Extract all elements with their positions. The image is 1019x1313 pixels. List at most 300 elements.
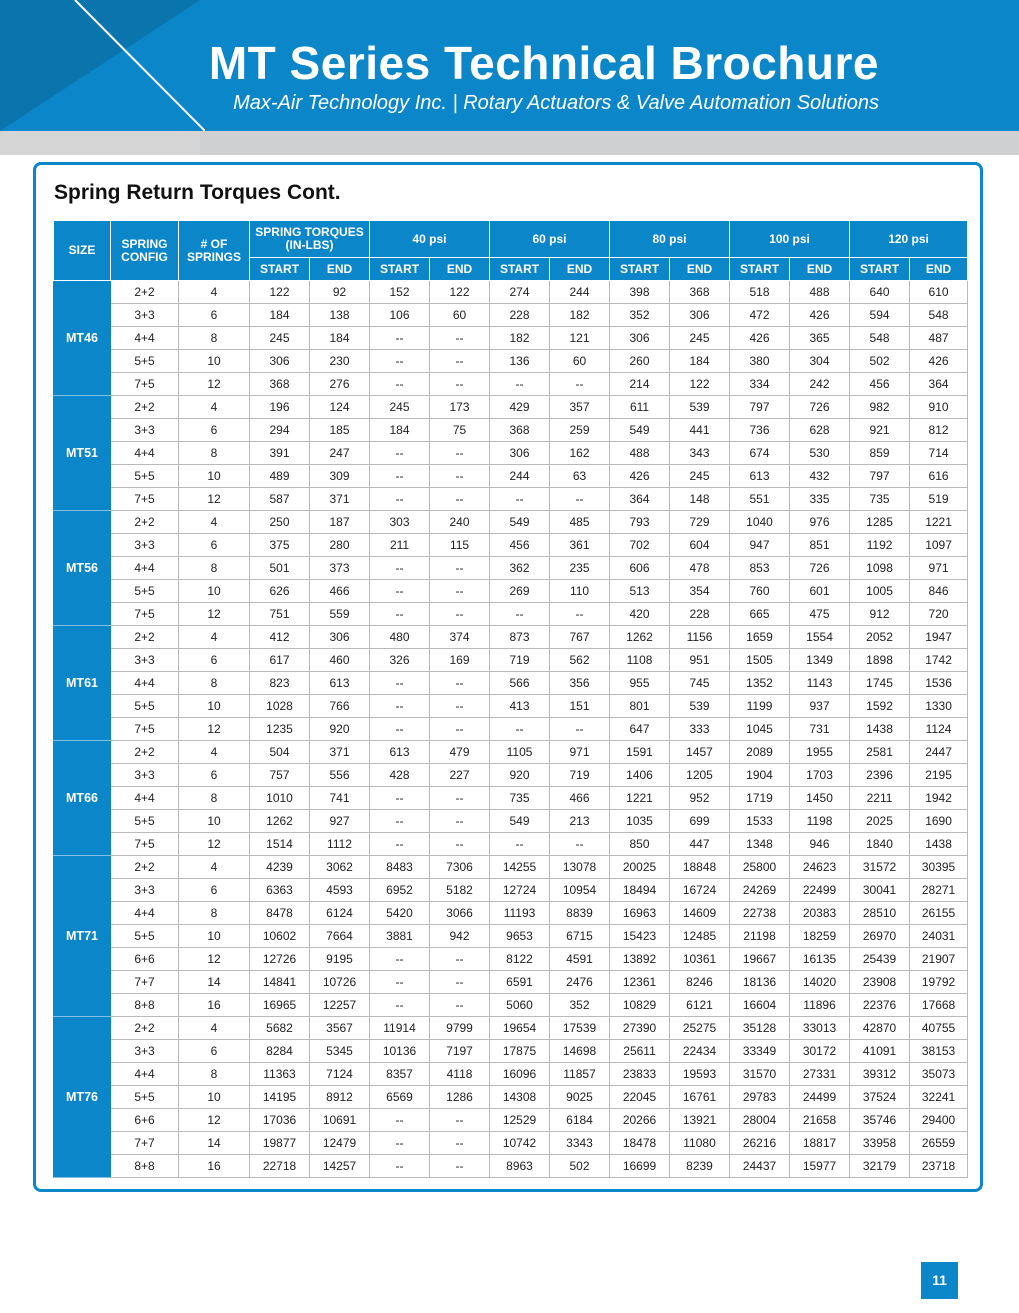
- table-cell: 4+4: [111, 787, 179, 810]
- table-cell: 910: [910, 396, 968, 419]
- table-cell: 594: [850, 304, 910, 327]
- table-cell: 604: [670, 534, 730, 557]
- table-cell: 12: [179, 1109, 250, 1132]
- header-120psi: 120 psi: [850, 221, 968, 258]
- table-row: [54, 465, 968, 488]
- table-cell: 617: [250, 649, 310, 672]
- table-cell: --: [490, 488, 550, 511]
- table-cell: 184: [370, 419, 430, 442]
- table-cell: 92: [310, 281, 370, 304]
- table-cell: 306: [250, 350, 310, 373]
- table-cell: 1352: [730, 672, 790, 695]
- table-cell: --: [430, 1155, 490, 1178]
- table-cell: 1591: [610, 741, 670, 764]
- table-cell: 60: [430, 304, 490, 327]
- table-cell: 169: [430, 649, 490, 672]
- table-cell: 151: [550, 695, 610, 718]
- table-cell: 8: [179, 787, 250, 810]
- table-cell: 793: [610, 511, 670, 534]
- table-cell: --: [370, 810, 430, 833]
- table-cell: 1533: [730, 810, 790, 833]
- table-cell: 121: [550, 327, 610, 350]
- table-row: [54, 856, 968, 879]
- table-cell: 2195: [910, 764, 968, 787]
- brochure-title: MT Series Technical Brochure: [208, 37, 879, 89]
- table-cell: 12485: [670, 925, 730, 948]
- table-row: [54, 695, 968, 718]
- table-cell: --: [370, 672, 430, 695]
- table-cell: 8246: [670, 971, 730, 994]
- table-cell: 8: [179, 327, 250, 350]
- table-cell: 1108: [610, 649, 670, 672]
- table-cell: 441: [670, 419, 730, 442]
- header-end: END: [310, 258, 370, 281]
- table-cell: 6+6: [111, 948, 179, 971]
- table-cell: --: [430, 1132, 490, 1155]
- table-row: [54, 350, 968, 373]
- table-cell: 3343: [550, 1132, 610, 1155]
- table-cell: 1262: [250, 810, 310, 833]
- table-cell: 17036: [250, 1109, 310, 1132]
- table-cell: 19792: [910, 971, 968, 994]
- table-cell: 556: [310, 764, 370, 787]
- table-cell: 16: [179, 994, 250, 1017]
- table-cell: 412: [250, 626, 310, 649]
- table-cell: 946: [790, 833, 850, 856]
- table-cell: 9799: [430, 1017, 490, 1040]
- size-cell: MT71: [54, 856, 111, 1017]
- table-cell: 5+5: [111, 350, 179, 373]
- table-cell: 24437: [730, 1155, 790, 1178]
- table-cell: 4: [179, 626, 250, 649]
- table-cell: 7+5: [111, 488, 179, 511]
- table-cell: 606: [610, 557, 670, 580]
- table-cell: 1947: [910, 626, 968, 649]
- table-cell: 2+2: [111, 741, 179, 764]
- table-cell: 10954: [550, 879, 610, 902]
- table-cell: 303: [370, 511, 430, 534]
- table-row: [54, 442, 968, 465]
- table-cell: 14308: [490, 1086, 550, 1109]
- header-size: SIZE: [54, 221, 111, 281]
- table-row: [54, 534, 968, 557]
- table-cell: 19593: [670, 1063, 730, 1086]
- table-cell: 1221: [610, 787, 670, 810]
- table-cell: 3567: [310, 1017, 370, 1040]
- table-cell: 1690: [910, 810, 968, 833]
- table-cell: 31570: [730, 1063, 790, 1086]
- table-cell: 10726: [310, 971, 370, 994]
- table-row: [54, 948, 968, 971]
- table-cell: 942: [430, 925, 490, 948]
- table-cell: 10829: [610, 994, 670, 1017]
- table-row: [54, 304, 968, 327]
- table-cell: 850: [610, 833, 670, 856]
- table-cell: 519: [910, 488, 968, 511]
- size-cell: MT76: [54, 1017, 111, 1178]
- table-cell: 801: [610, 695, 670, 718]
- table-cell: --: [430, 787, 490, 810]
- table-cell: 613: [730, 465, 790, 488]
- table-cell: 244: [550, 281, 610, 304]
- table-cell: 1112: [310, 833, 370, 856]
- table-cell: 447: [670, 833, 730, 856]
- table-cell: 6: [179, 304, 250, 327]
- table-row: [54, 396, 968, 419]
- header-spring-torques: SPRING TORQUES (IN-LBS): [250, 221, 370, 258]
- table-cell: 276: [310, 373, 370, 396]
- table-cell: 937: [790, 695, 850, 718]
- table-cell: 25800: [730, 856, 790, 879]
- table-cell: --: [550, 718, 610, 741]
- table-cell: --: [430, 672, 490, 695]
- table-cell: 368: [250, 373, 310, 396]
- table-cell: 37524: [850, 1086, 910, 1109]
- table-cell: --: [370, 1109, 430, 1132]
- table-cell: 18136: [730, 971, 790, 994]
- table-cell: 13921: [670, 1109, 730, 1132]
- table-cell: 429: [490, 396, 550, 419]
- table-cell: 2+2: [111, 856, 179, 879]
- table-cell: 5+5: [111, 1086, 179, 1109]
- table-cell: 368: [670, 281, 730, 304]
- table-cell: 343: [670, 442, 730, 465]
- table-cell: --: [370, 1132, 430, 1155]
- table-cell: 853: [730, 557, 790, 580]
- table-cell: 14698: [550, 1040, 610, 1063]
- table-cell: 10: [179, 580, 250, 603]
- table-cell: 380: [730, 350, 790, 373]
- size-cell: MT56: [54, 511, 111, 626]
- table-cell: 10: [179, 695, 250, 718]
- table-cell: 18478: [610, 1132, 670, 1155]
- table-cell: 12: [179, 603, 250, 626]
- table-cell: 6+6: [111, 1109, 179, 1132]
- table-cell: 294: [250, 419, 310, 442]
- table-cell: 8: [179, 672, 250, 695]
- table-cell: 539: [670, 695, 730, 718]
- table-cell: 551: [730, 488, 790, 511]
- table-row: [54, 833, 968, 856]
- table-cell: 1703: [790, 764, 850, 787]
- table-cell: 736: [730, 419, 790, 442]
- table-cell: 16: [179, 1155, 250, 1178]
- table-cell: 613: [310, 672, 370, 695]
- table-cell: 487: [910, 327, 968, 350]
- table-cell: --: [550, 488, 610, 511]
- table-cell: 647: [610, 718, 670, 741]
- table-cell: 124: [310, 396, 370, 419]
- table-cell: 228: [670, 603, 730, 626]
- table-cell: 7306: [430, 856, 490, 879]
- table-cell: 1659: [730, 626, 790, 649]
- table-cell: 3881: [370, 925, 430, 948]
- table-cell: 549: [490, 511, 550, 534]
- table-cell: 211: [370, 534, 430, 557]
- table-row: [54, 994, 968, 1017]
- table-cell: 27331: [790, 1063, 850, 1086]
- brochure-subtitle: Max-Air Technology Inc. | Rotary Actuators & Valve Automation Solutions: [233, 92, 879, 114]
- table-row: [54, 649, 968, 672]
- table-cell: 35746: [850, 1109, 910, 1132]
- header-end: END: [910, 258, 968, 281]
- table-cell: 21658: [790, 1109, 850, 1132]
- content-panel: [33, 162, 983, 1192]
- table-cell: 4239: [250, 856, 310, 879]
- header-gray-band: [0, 131, 1019, 155]
- table-cell: --: [370, 465, 430, 488]
- table-cell: 726: [790, 396, 850, 419]
- table-cell: 63: [550, 465, 610, 488]
- table-cell: 371: [310, 488, 370, 511]
- table-cell: 6569: [370, 1086, 430, 1109]
- table-cell: 1955: [790, 741, 850, 764]
- table-cell: 14: [179, 971, 250, 994]
- table-cell: 726: [790, 557, 850, 580]
- table-cell: 10: [179, 810, 250, 833]
- table-cell: 1349: [790, 649, 850, 672]
- table-cell: 1554: [790, 626, 850, 649]
- header-start: START: [490, 258, 550, 281]
- table-cell: 626: [250, 580, 310, 603]
- table-cell: 2+2: [111, 626, 179, 649]
- table-cell: 1536: [910, 672, 968, 695]
- table-cell: --: [430, 373, 490, 396]
- table-cell: 10136: [370, 1040, 430, 1063]
- table-cell: 1040: [730, 511, 790, 534]
- table-cell: 33013: [790, 1017, 850, 1040]
- table-cell: 3+3: [111, 764, 179, 787]
- table-cell: --: [370, 994, 430, 1017]
- header-end: END: [670, 258, 730, 281]
- table-cell: 26970: [850, 925, 910, 948]
- table-cell: --: [370, 327, 430, 350]
- table-cell: 2089: [730, 741, 790, 764]
- table-cell: 5420: [370, 902, 430, 925]
- header-80psi: 80 psi: [610, 221, 730, 258]
- table-row: [54, 603, 968, 626]
- table-cell: 152: [370, 281, 430, 304]
- table-cell: 15423: [610, 925, 670, 948]
- table-cell: 60: [550, 350, 610, 373]
- table-cell: 228: [490, 304, 550, 327]
- table-cell: 213: [550, 810, 610, 833]
- table-cell: 245: [670, 327, 730, 350]
- table-cell: 19877: [250, 1132, 310, 1155]
- table-cell: 334: [730, 373, 790, 396]
- table-cell: 559: [310, 603, 370, 626]
- table-cell: --: [430, 833, 490, 856]
- table-cell: 1904: [730, 764, 790, 787]
- table-cell: 245: [250, 327, 310, 350]
- table-cell: 5+5: [111, 580, 179, 603]
- table-cell: 20025: [610, 856, 670, 879]
- table-row: [54, 971, 968, 994]
- table-cell: 846: [910, 580, 968, 603]
- table-cell: 2211: [850, 787, 910, 810]
- table-cell: 122: [430, 281, 490, 304]
- table-row: [54, 626, 968, 649]
- table-cell: 720: [910, 603, 968, 626]
- page-header: [0, 0, 1019, 131]
- table-cell: 7+5: [111, 833, 179, 856]
- table-cell: 518: [730, 281, 790, 304]
- table-cell: 3066: [430, 902, 490, 925]
- table-cell: 17539: [550, 1017, 610, 1040]
- table-cell: 426: [910, 350, 968, 373]
- table-cell: 187: [310, 511, 370, 534]
- table-cell: 18817: [790, 1132, 850, 1155]
- table-cell: 812: [910, 419, 968, 442]
- table-cell: --: [430, 1109, 490, 1132]
- table-cell: 3+3: [111, 1040, 179, 1063]
- table-cell: 10: [179, 1086, 250, 1109]
- table-cell: 951: [670, 649, 730, 672]
- table-cell: 413: [490, 695, 550, 718]
- table-cell: 357: [550, 396, 610, 419]
- table-cell: 1286: [430, 1086, 490, 1109]
- table-cell: 7+5: [111, 373, 179, 396]
- table-cell: 11193: [490, 902, 550, 925]
- table-cell: 373: [310, 557, 370, 580]
- table-cell: 1406: [610, 764, 670, 787]
- table-cell: 245: [670, 465, 730, 488]
- table-cell: 25611: [610, 1040, 670, 1063]
- table-cell: --: [370, 833, 430, 856]
- table-cell: 1143: [790, 672, 850, 695]
- table-cell: 14255: [490, 856, 550, 879]
- table-cell: 699: [670, 810, 730, 833]
- table-cell: 2025: [850, 810, 910, 833]
- table-cell: 247: [310, 442, 370, 465]
- table-cell: 420: [610, 603, 670, 626]
- table-cell: 16965: [250, 994, 310, 1017]
- table-cell: 17668: [910, 994, 968, 1017]
- header-100psi: 100 psi: [730, 221, 850, 258]
- table-cell: 21198: [730, 925, 790, 948]
- table-cell: 714: [910, 442, 968, 465]
- table-cell: 10: [179, 925, 250, 948]
- table-cell: 1719: [730, 787, 790, 810]
- table-cell: 1105: [490, 741, 550, 764]
- header-40psi: 40 psi: [370, 221, 490, 258]
- table-cell: 5682: [250, 1017, 310, 1040]
- table-cell: 24269: [730, 879, 790, 902]
- table-cell: 242: [790, 373, 850, 396]
- table-cell: 29783: [730, 1086, 790, 1109]
- table-cell: 17875: [490, 1040, 550, 1063]
- table-cell: 1514: [250, 833, 310, 856]
- table-cell: 138: [310, 304, 370, 327]
- table-cell: 148: [670, 488, 730, 511]
- table-cell: 184: [310, 327, 370, 350]
- table-cell: 2396: [850, 764, 910, 787]
- table-cell: 6715: [550, 925, 610, 948]
- table-cell: 7+7: [111, 1132, 179, 1155]
- table-cell: 8122: [490, 948, 550, 971]
- table-cell: 6: [179, 764, 250, 787]
- table-cell: 466: [310, 580, 370, 603]
- header-start: START: [370, 258, 430, 281]
- table-cell: 8: [179, 442, 250, 465]
- table-cell: 9025: [550, 1086, 610, 1109]
- table-row: [54, 1109, 968, 1132]
- table-cell: 539: [670, 396, 730, 419]
- table-cell: 6591: [490, 971, 550, 994]
- header-diagonal-line: [0, 0, 205, 131]
- table-cell: 230: [310, 350, 370, 373]
- table-cell: 33349: [730, 1040, 790, 1063]
- table-cell: 1045: [730, 718, 790, 741]
- table-cell: 13078: [550, 856, 610, 879]
- table-cell: 304: [790, 350, 850, 373]
- table-cell: 10361: [670, 948, 730, 971]
- table-cell: 7+5: [111, 718, 179, 741]
- table-cell: 306: [670, 304, 730, 327]
- table-cell: 39312: [850, 1063, 910, 1086]
- table-cell: 375: [250, 534, 310, 557]
- table-cell: --: [430, 810, 490, 833]
- table-row: [54, 1132, 968, 1155]
- table-cell: 122: [250, 281, 310, 304]
- table-cell: 30172: [790, 1040, 850, 1063]
- table-cell: 1156: [670, 626, 730, 649]
- table-cell: 19654: [490, 1017, 550, 1040]
- table-cell: 28004: [730, 1109, 790, 1132]
- table-cell: --: [370, 1155, 430, 1178]
- table-cell: 354: [670, 580, 730, 603]
- table-cell: --: [430, 994, 490, 1017]
- table-cell: --: [430, 350, 490, 373]
- table-cell: 136: [490, 350, 550, 373]
- table-cell: 488: [610, 442, 670, 465]
- table-cell: 6952: [370, 879, 430, 902]
- table-cell: 11896: [790, 994, 850, 1017]
- table-cell: 4118: [430, 1063, 490, 1086]
- table-cell: 456: [850, 373, 910, 396]
- table-cell: 616: [910, 465, 968, 488]
- table-row: [54, 879, 968, 902]
- table-cell: --: [430, 465, 490, 488]
- table-cell: 306: [610, 327, 670, 350]
- header-end: END: [430, 258, 490, 281]
- table-cell: 3+3: [111, 649, 179, 672]
- table-cell: 184: [670, 350, 730, 373]
- header-60psi: 60 psi: [490, 221, 610, 258]
- table-cell: 25439: [850, 948, 910, 971]
- table-cell: 5060: [490, 994, 550, 1017]
- table-cell: 1438: [850, 718, 910, 741]
- table-cell: 4+4: [111, 327, 179, 350]
- table-cell: 326: [370, 649, 430, 672]
- table-cell: 426: [730, 327, 790, 350]
- table-cell: 426: [790, 304, 850, 327]
- table-cell: 8: [179, 902, 250, 925]
- table-cell: 20266: [610, 1109, 670, 1132]
- table-cell: 23833: [610, 1063, 670, 1086]
- table-cell: 2052: [850, 626, 910, 649]
- table-cell: 8839: [550, 902, 610, 925]
- table-cell: 2+2: [111, 396, 179, 419]
- table-cell: 8+8: [111, 994, 179, 1017]
- table-cell: --: [370, 948, 430, 971]
- table-cell: 21907: [910, 948, 968, 971]
- table-cell: 29400: [910, 1109, 968, 1132]
- table-cell: 432: [790, 465, 850, 488]
- table-cell: 8912: [310, 1086, 370, 1109]
- table-cell: 12724: [490, 879, 550, 902]
- table-cell: 368: [490, 419, 550, 442]
